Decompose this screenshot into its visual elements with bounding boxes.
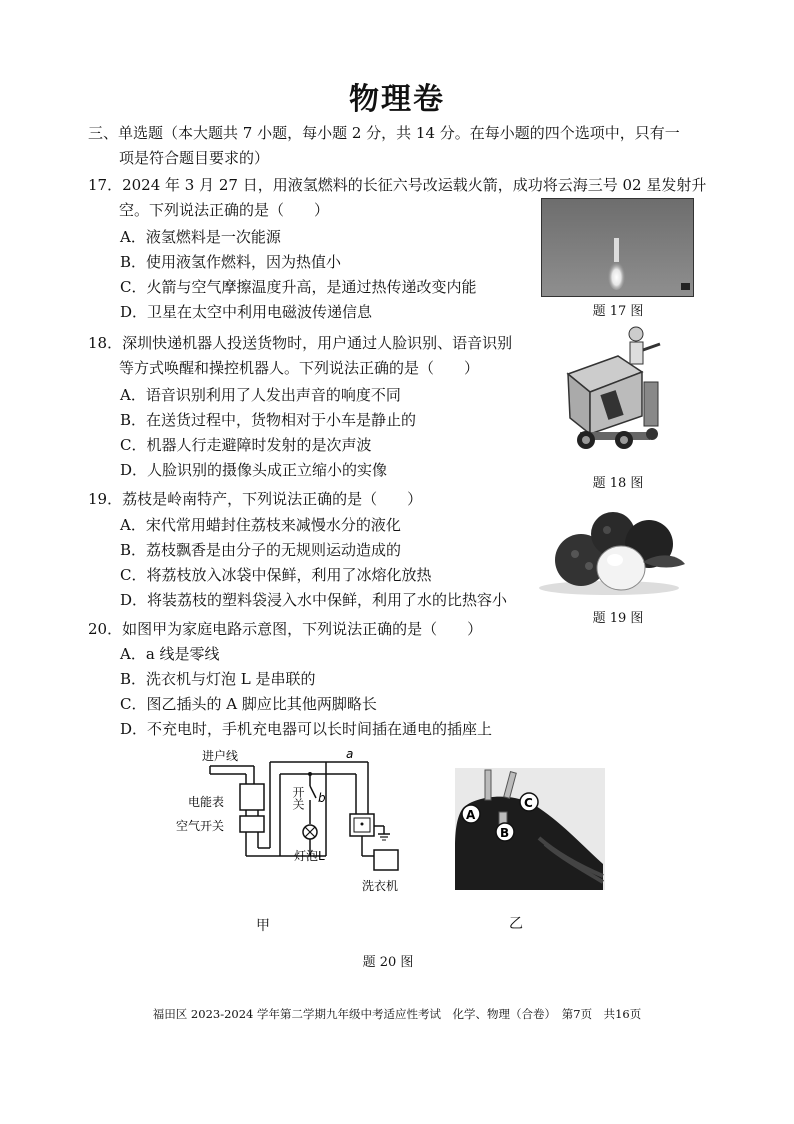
- q20-option-c: C．图乙插头的 A 脚应比其他两脚略长: [120, 695, 377, 713]
- q19-option-a: A．宋代常用蜡封住荔枝来减慢水分的液化: [120, 516, 401, 534]
- q19-caption: 题 19 图: [592, 611, 644, 626]
- label-inlet: 进户线: [202, 749, 239, 763]
- q20-option-d: D．不充电时，手机充电器可以长时间插在通电的插座上: [120, 720, 493, 738]
- q18-caption: 题 18 图: [592, 476, 644, 491]
- pin-a-label: A: [466, 808, 476, 822]
- pin-b-label: B: [500, 826, 510, 840]
- sub-label-jia: 甲: [256, 918, 270, 934]
- q18-option-b: B．在送货过程中，货物相对于小车是静止的: [120, 411, 417, 429]
- delivery-robot-photo: [560, 322, 680, 452]
- page-footer: 福田区 2023-2024 学年第二学期九年级中考适应性考试 化学、物理（合卷） 第7页 共16页: [152, 1007, 642, 1021]
- section-heading-line2: 项是符合题目要求的）: [119, 149, 270, 167]
- q18-stem-line1: 18．深圳快递机器人投送货物时，用户通过人脸识别、语音识别: [88, 334, 513, 352]
- section-heading-line1: 三、单选题（本大题共 7 小题，每小题 2 分，共 14 分。在每小题的四个选项中，只有一: [88, 124, 680, 142]
- q18-option-a: A．语音识别利用了人发出声音的响度不同: [120, 386, 401, 404]
- q17-option-a: A．液氢燃料是一次能源: [120, 228, 281, 246]
- q20-stem-line1: 20．如图甲为家庭电路示意图，下列说法正确的是（ ）: [88, 620, 483, 638]
- q17-caption: 题 17 图: [592, 304, 644, 319]
- lychee-photo: [535, 508, 693, 598]
- q19-option-b: B．荔枝飘香是由分子的无规则运动造成的: [120, 541, 402, 559]
- household-circuit-diagram: [170, 744, 410, 900]
- q17-option-c: C．火箭与空气摩擦温度升高，是通过热传递改变内能: [120, 278, 477, 296]
- label-lamp: 灯泡L: [294, 849, 325, 863]
- q18-option-d: D．人脸识别的摄像头成正立缩小的实像: [120, 461, 388, 479]
- label-breaker: 空气开关: [176, 819, 225, 833]
- q17-stem-line1: 17．2024 年 3 月 27 日，用液氢燃料的长征六号改运载火箭，成功将云海三号 02 星发射升: [88, 176, 707, 194]
- q17-option-b: B．使用液氢作燃料，因为热值小: [120, 253, 342, 271]
- q19-option-c: C．将荔枝放入冰袋中保鲜，利用了冰熔化放热: [120, 566, 432, 584]
- page-title: 物理卷: [349, 82, 445, 117]
- label-washer: 洗衣机: [362, 879, 399, 893]
- q18-stem-line2: 等方式唤醒和操控机器人。下列说法正确的是（ ）: [119, 359, 480, 377]
- q17-stem-line2: 空。下列说法正确的是（ ）: [119, 201, 330, 219]
- label-a: a: [346, 747, 354, 761]
- plug-photo: [455, 768, 605, 890]
- label-b: b: [318, 791, 326, 805]
- q20-option-b: B．洗衣机与灯泡 L 是串联的: [120, 670, 316, 688]
- pin-c-label: C: [524, 796, 533, 810]
- sub-label-yi: 乙: [509, 916, 523, 932]
- q20-caption: 题 20 图: [362, 955, 414, 970]
- q17-option-d: D．卫星在太空中利用电磁波传递信息: [120, 303, 373, 321]
- label-switch: 开关: [291, 786, 305, 810]
- label-meter: 电能表: [188, 795, 225, 809]
- q20-option-a: A．a 线是零线: [120, 645, 220, 663]
- q19-option-d: D．将装荔枝的塑料袋浸入水中保鲜，利用了水的比热容小: [120, 591, 508, 609]
- rocket-launch-photo: [541, 198, 694, 297]
- q19-stem-line1: 19．荔枝是岭南特产，下列说法正确的是（ ）: [88, 490, 423, 508]
- q18-option-c: C．机器人行走避障时发射的是次声波: [120, 436, 372, 454]
